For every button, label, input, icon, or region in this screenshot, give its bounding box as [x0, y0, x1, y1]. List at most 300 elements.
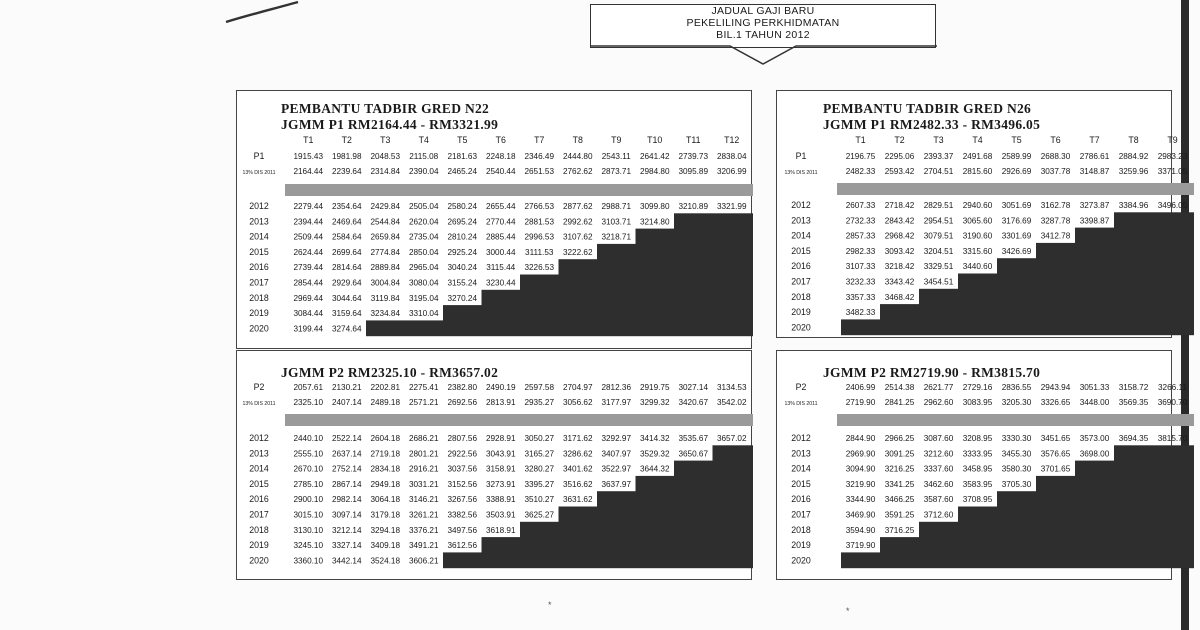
salary-cell: 3212.60 — [923, 449, 954, 459]
shaded-empty-cells — [958, 507, 1194, 523]
salary-cell: 2814.64 — [331, 263, 362, 273]
salary-cell: 2584.64 — [331, 232, 362, 242]
salary-cell: 3455.30 — [1001, 449, 1032, 459]
adjusted-salary-cell: 2984.80 — [639, 167, 670, 176]
salary-cell: 2929.64 — [331, 278, 362, 288]
base-salary-cell: 3027.14 — [678, 383, 709, 392]
salary-cell: 3330.30 — [1001, 434, 1032, 443]
shaded-empty-cells — [520, 522, 753, 538]
row-label-year: 2018 — [791, 524, 811, 535]
salary-cell: 3280.27 — [524, 464, 555, 474]
row-label-year: 2019 — [249, 540, 269, 551]
salary-cell: 2394.44 — [293, 217, 324, 227]
base-salary-cell: 2597.58 — [524, 383, 555, 392]
salary-cell: 2928.91 — [485, 434, 516, 443]
salary-cell: 3701.65 — [1040, 464, 1071, 474]
salary-cell: 3065.60 — [962, 216, 993, 226]
adjusted-salary-cell: 2704.51 — [923, 167, 954, 176]
separator-band — [837, 183, 1194, 195]
salary-cell: 3190.60 — [962, 231, 993, 241]
salary-cell: 3043.91 — [485, 449, 516, 459]
shaded-empty-cells — [482, 290, 754, 306]
adjusted-salary-cell: 3148.87 — [1079, 167, 1110, 176]
salary-cell: 3292.97 — [601, 434, 632, 443]
salary-cell: 3650.67 — [678, 449, 709, 459]
salary-cell: 3004.84 — [370, 278, 401, 288]
panel-title-range: JGMM P2 RM2325.10 - RM3657.02 — [281, 365, 499, 380]
base-salary-cell: 2406.99 — [845, 383, 876, 392]
salary-cell: 3401.62 — [562, 464, 593, 474]
adjusted-salary-cell: 2164.44 — [293, 167, 324, 176]
salary-cell: 3195.04 — [408, 293, 439, 303]
column-header: T12 — [724, 135, 740, 145]
base-salary-cell: 2490.19 — [485, 383, 516, 392]
salary-cell: 3395.27 — [524, 479, 555, 489]
header-line-3: BIL.1 TAHUN 2012 — [716, 29, 810, 41]
salary-cell: 3222.62 — [562, 247, 593, 257]
salary-cell: 2867.14 — [331, 479, 362, 489]
salary-cell: 2699.64 — [331, 247, 362, 257]
salary-cell: 2900.10 — [293, 495, 324, 505]
salary-cell: 3497.56 — [447, 525, 478, 535]
salary-cell: 3384.96 — [1118, 201, 1149, 210]
salary-cell: 2988.71 — [601, 202, 632, 211]
salary-cell: 2440.10 — [293, 434, 324, 443]
row-label-year: 2020 — [791, 322, 811, 333]
adjusted-salary-cell: 3371.05 — [1157, 167, 1188, 176]
salary-cell: 3451.65 — [1040, 434, 1071, 443]
salary-cell: 3232.33 — [845, 277, 876, 287]
adjusted-salary-cell: 2935.27 — [524, 398, 555, 407]
base-salary-cell: 2621.77 — [923, 383, 954, 392]
salary-cell: 3094.90 — [845, 464, 876, 474]
salary-cell: 2766.53 — [524, 202, 555, 211]
salary-cell: 3529.32 — [639, 449, 670, 459]
column-header: T4 — [418, 135, 429, 145]
base-salary-cell: 2641.42 — [639, 152, 670, 161]
base-salary-cell: 2202.81 — [370, 383, 401, 392]
salary-cell: 3442.14 — [331, 556, 362, 566]
salary-cell: 3573.00 — [1079, 434, 1110, 443]
shaded-empty-cells — [919, 289, 1194, 305]
salary-cell: 2982.33 — [845, 246, 876, 256]
salary-cell: 3218.71 — [601, 232, 632, 242]
salary-cell: 2719.18 — [370, 449, 401, 459]
salary-cell: 2429.84 — [370, 202, 401, 211]
row-label-year: 2015 — [791, 245, 811, 256]
salary-cell: 3321.99 — [716, 202, 747, 211]
salary-cell: 3099.80 — [639, 202, 670, 211]
column-header: T4 — [972, 135, 983, 145]
salary-cell: 3162.78 — [1040, 201, 1071, 210]
salary-cell: 3208.95 — [962, 434, 993, 443]
shaded-empty-cells — [636, 476, 754, 492]
salary-cell: 3409.18 — [370, 541, 401, 551]
row-label-year: 2015 — [791, 478, 811, 489]
adjusted-salary-cell: 2962.60 — [923, 398, 954, 407]
shaded-empty-cells — [1036, 243, 1194, 259]
salary-cell: 3376.21 — [408, 525, 439, 535]
row-label-year: 2014 — [249, 231, 269, 242]
salary-cell: 2922.56 — [447, 449, 478, 459]
column-header: T11 — [685, 135, 701, 145]
salary-cell: 3287.78 — [1040, 216, 1071, 226]
adjusted-salary-cell: 2651.53 — [524, 167, 555, 176]
salary-cell: 3398.87 — [1079, 216, 1110, 226]
column-header: T3 — [380, 135, 391, 145]
salary-cell: 2949.18 — [370, 479, 401, 489]
salary-cell: 3516.62 — [562, 479, 593, 489]
salary-cell: 3111.53 — [525, 247, 554, 257]
salary-cell: 2850.04 — [408, 247, 439, 257]
shaded-empty-cells — [482, 537, 754, 553]
shaded-empty-cells — [443, 305, 753, 321]
base-salary-cell: 2295.06 — [884, 152, 915, 161]
salary-cell: 2655.44 — [485, 202, 516, 211]
adjusted-salary-cell: 2815.60 — [962, 167, 993, 176]
shaded-empty-cells — [366, 320, 753, 336]
adjusted-salary-cell: 3206.99 — [716, 167, 747, 176]
salary-cell: 3440.60 — [962, 262, 993, 272]
row-label-year: 2017 — [791, 509, 811, 520]
pen-stroke-mark — [222, 0, 302, 26]
salary-cell: 3612.56 — [447, 541, 478, 551]
scan-speck: * — [548, 600, 552, 610]
base-salary-cell: 2048.53 — [370, 152, 401, 161]
shaded-empty-cells — [841, 552, 1194, 568]
row-label-year: 2013 — [249, 216, 269, 227]
shaded-empty-cells — [841, 319, 1194, 335]
base-salary-cell: 2248.18 — [485, 152, 516, 161]
panel-title-grade: PEMBANTU TADBIR GRED N26 — [823, 101, 1032, 116]
base-salary-cell: 2812.36 — [601, 383, 632, 392]
salary-cell: 3274.64 — [331, 324, 362, 334]
shaded-empty-cells — [713, 445, 754, 461]
row-label-adjustment: 13% DIS 2011 — [242, 401, 276, 407]
row-label-year: 2019 — [791, 540, 811, 551]
row-label-year: 2013 — [791, 215, 811, 226]
adjusted-salary-cell: 2692.56 — [447, 398, 478, 407]
shaded-empty-cells — [1075, 461, 1194, 477]
base-salary-cell: 2275.41 — [408, 383, 439, 392]
salary-cell: 3327.14 — [331, 541, 362, 551]
adjusted-salary-cell: 2325.10 — [293, 398, 324, 407]
salary-cell: 2739.44 — [293, 263, 324, 273]
salary-cell: 3625.27 — [524, 510, 555, 520]
adjusted-salary-cell: 2719.90 — [845, 398, 876, 407]
adjusted-salary-cell: 2841.25 — [884, 398, 915, 407]
header-line-1: JADUAL GAJI BARU — [711, 5, 815, 17]
salary-cell: 3382.56 — [447, 510, 478, 520]
salary-cell: 3037.56 — [447, 464, 478, 474]
row-label-year: 2018 — [249, 524, 269, 535]
column-header: T6 — [495, 135, 506, 145]
adjusted-salary-cell: 2762.62 — [562, 167, 593, 176]
shaded-empty-cells — [919, 522, 1194, 538]
salary-cell: 3245.10 — [293, 541, 324, 551]
column-header: T9 — [1167, 135, 1178, 145]
salary-cell: 3273.91 — [485, 479, 516, 489]
base-salary-cell: 2514.38 — [884, 383, 915, 392]
adjusted-salary-cell: 3095.89 — [678, 167, 709, 176]
salary-cell: 3468.42 — [884, 292, 915, 302]
salary-cell: 2965.04 — [408, 263, 439, 273]
salary-cell: 3210.89 — [678, 202, 709, 211]
base-salary-cell: 2688.30 — [1040, 152, 1071, 161]
base-salary-cell: 2739.73 — [678, 152, 709, 161]
base-salary-cell: 2393.37 — [923, 152, 954, 161]
salary-cell: 3343.42 — [884, 277, 915, 287]
row-label-year: 2015 — [249, 478, 269, 489]
salary-cell: 2659.84 — [370, 232, 401, 242]
panel-n26-p1 — [776, 90, 1188, 338]
adjusted-salary-cell: 2465.24 — [447, 167, 478, 176]
salary-cell: 3286.62 — [562, 449, 593, 459]
salary-cell: 3606.21 — [408, 556, 439, 566]
adjusted-salary-cell: 2571.21 — [408, 398, 439, 407]
salary-cell: 2807.56 — [447, 434, 478, 443]
base-salary-cell: 2444.80 — [562, 152, 593, 161]
separator-band — [837, 414, 1194, 426]
salary-cell: 2992.62 — [562, 217, 593, 227]
salary-cell: 2354.64 — [331, 202, 362, 211]
separator-band — [285, 184, 753, 196]
row-label-grade: P1 — [795, 151, 807, 161]
shaded-empty-cells — [1075, 228, 1194, 244]
adjusted-salary-cell: 3037.78 — [1040, 167, 1071, 176]
base-salary-cell: 2983.23 — [1157, 152, 1188, 161]
salary-cell: 2544.84 — [370, 217, 401, 227]
base-salary-cell: 2919.75 — [639, 383, 670, 392]
salary-cell: 3152.56 — [447, 479, 478, 489]
adjusted-salary-cell: 2390.04 — [408, 167, 439, 176]
salary-cell: 3357.33 — [845, 292, 876, 302]
row-label-year: 2015 — [249, 246, 269, 257]
column-header: T8 — [1128, 135, 1139, 145]
salary-cell: 2925.24 — [447, 247, 478, 257]
salary-cell: 3093.42 — [884, 246, 915, 256]
salary-cell: 3580.30 — [1001, 464, 1032, 474]
salary-cell: 2843.42 — [884, 216, 915, 226]
salary-cell: 3130.10 — [293, 525, 324, 535]
panel-title-range: JGMM P1 RM2164.44 - RM3321.99 — [281, 117, 499, 132]
adjusted-salary-cell: 2314.84 — [370, 167, 401, 176]
base-salary-cell: 2181.63 — [447, 152, 478, 161]
salary-cell: 3051.69 — [1001, 201, 1032, 210]
salary-cell: 3234.84 — [370, 309, 401, 319]
salary-cell: 2996.53 — [524, 232, 555, 242]
salary-cell: 3119.84 — [370, 293, 400, 303]
adjusted-salary-cell: 2407.14 — [331, 398, 362, 407]
salary-table — [237, 91, 751, 348]
base-salary-cell: 2589.99 — [1001, 152, 1032, 161]
base-salary-cell: 2196.75 — [845, 152, 876, 161]
salary-cell: 3583.95 — [962, 479, 993, 489]
adjusted-salary-cell: 3259.96 — [1118, 167, 1149, 176]
adjusted-salary-cell: 3542.02 — [716, 398, 747, 407]
column-header: T7 — [1089, 135, 1100, 145]
salary-cell: 3535.67 — [678, 434, 709, 443]
row-label-adjustment: 13% DIS 2011 — [242, 170, 276, 176]
shaded-empty-cells — [880, 537, 1194, 553]
row-label-year: 2017 — [791, 276, 811, 287]
salary-cell: 2604.18 — [370, 434, 401, 443]
row-label-year: 2017 — [249, 509, 269, 520]
salary-cell: 3524.18 — [370, 556, 401, 566]
salary-cell: 2695.24 — [447, 217, 478, 227]
salary-cell: 3040.24 — [447, 263, 478, 273]
salary-cell: 3491.21 — [408, 541, 439, 551]
base-salary-cell: 2884.92 — [1118, 152, 1149, 161]
salary-cell: 3080.04 — [408, 278, 439, 288]
salary-cell: 3708.95 — [962, 495, 993, 505]
base-salary-cell: 3158.72 — [1118, 383, 1149, 392]
salary-cell: 2854.44 — [293, 278, 324, 288]
salary-cell: 3155.24 — [447, 278, 478, 288]
salary-cell: 3329.51 — [923, 262, 954, 272]
salary-cell: 3462.60 — [923, 479, 954, 489]
salary-cell: 3426.69 — [1001, 246, 1032, 256]
shaded-empty-cells — [597, 491, 753, 507]
column-header: T5 — [457, 135, 468, 145]
salary-table — [777, 351, 1188, 579]
salary-cell: 2774.84 — [370, 247, 401, 257]
salary-cell: 3267.56 — [447, 495, 478, 505]
salary-cell: 3344.90 — [845, 495, 876, 505]
salary-cell: 2801.21 — [408, 449, 439, 459]
shaded-empty-cells — [1036, 476, 1194, 492]
base-salary-cell: 1915.43 — [293, 152, 324, 161]
adjusted-salary-cell: 2239.64 — [331, 167, 362, 176]
adjusted-salary-cell: 3569.35 — [1118, 398, 1149, 407]
base-salary-cell: 3266.11 — [1158, 383, 1187, 392]
shaded-empty-cells — [1114, 212, 1194, 228]
shaded-empty-cells — [997, 491, 1194, 507]
salary-cell: 3179.18 — [370, 510, 401, 520]
row-label-year: 2013 — [249, 448, 269, 459]
base-salary-cell: 2838.04 — [716, 152, 747, 161]
salary-cell: 2469.64 — [331, 217, 362, 227]
row-label-grade: P2 — [253, 382, 265, 392]
base-salary-cell: 2704.97 — [562, 383, 593, 392]
salary-cell: 3204.51 — [923, 246, 954, 256]
salary-cell: 2857.33 — [845, 231, 876, 241]
salary-cell: 3107.62 — [562, 232, 593, 242]
adjusted-salary-cell: 3205.30 — [1001, 398, 1032, 407]
base-salary-cell: 1981.98 — [331, 152, 362, 161]
salary-cell: 3469.90 — [845, 510, 876, 520]
column-header: T8 — [572, 135, 583, 145]
salary-cell: 3496.05 — [1157, 201, 1188, 210]
salary-cell: 3079.51 — [923, 231, 954, 241]
salary-cell: 2732.33 — [845, 216, 876, 226]
adjusted-salary-cell: 2593.42 — [884, 167, 915, 176]
adjusted-salary-cell: 3083.95 — [962, 398, 993, 407]
column-header: T1 — [303, 135, 314, 145]
adjusted-salary-cell: 3299.32 — [639, 398, 670, 407]
salary-cell: 3270.24 — [447, 293, 478, 303]
salary-cell: 2555.10 — [293, 449, 324, 459]
salary-cell: 2509.44 — [293, 232, 324, 242]
row-label-year: 2012 — [791, 200, 811, 210]
salary-cell: 2785.10 — [293, 479, 324, 489]
salary-cell: 3705.30 — [1001, 479, 1032, 489]
salary-cell: 3716.25 — [884, 525, 915, 535]
salary-cell: 3084.44 — [293, 309, 324, 319]
salary-cell: 3216.25 — [884, 464, 915, 474]
salary-cell: 3315.60 — [962, 246, 993, 256]
base-salary-cell: 2382.80 — [447, 383, 478, 392]
adjusted-salary-cell: 2482.33 — [845, 167, 876, 176]
salary-cell: 3694.35 — [1118, 434, 1149, 443]
salary-cell: 3158.91 — [485, 464, 516, 474]
salary-cell: 3146.21 — [408, 495, 439, 505]
row-label-year: 2012 — [791, 433, 811, 443]
shaded-empty-cells — [443, 552, 753, 568]
row-label-year: 2018 — [791, 291, 811, 302]
salary-cell: 3341.25 — [884, 479, 915, 489]
shaded-empty-cells — [636, 229, 754, 245]
salary-cell: 3360.10 — [293, 556, 324, 566]
column-header: T5 — [1011, 135, 1022, 145]
salary-cell: 3503.91 — [485, 510, 516, 520]
shaded-empty-cells — [958, 274, 1194, 290]
salary-cell: 3176.69 — [1001, 216, 1032, 226]
base-salary-cell: 2130.21 — [331, 383, 362, 392]
separator-band — [285, 414, 753, 426]
salary-cell: 3301.69 — [1001, 231, 1032, 241]
salary-cell: 2881.53 — [524, 217, 555, 227]
salary-table — [777, 91, 1188, 337]
salary-cell: 3657.02 — [716, 434, 747, 443]
salary-cell: 3294.18 — [370, 525, 401, 535]
base-salary-cell: 3134.53 — [716, 383, 747, 392]
row-label-year: 2016 — [791, 494, 811, 505]
salary-cell: 2966.25 — [884, 434, 915, 443]
column-header: T2 — [341, 135, 352, 145]
base-salary-cell: 2786.61 — [1079, 152, 1110, 161]
salary-cell: 3171.62 — [562, 434, 593, 443]
row-label-year: 2017 — [249, 277, 269, 288]
base-salary-cell: 2491.68 — [962, 152, 993, 161]
column-header: T2 — [894, 135, 905, 145]
salary-cell: 3510.27 — [524, 495, 555, 505]
row-label-year: 2020 — [791, 555, 811, 566]
salary-cell: 3219.90 — [845, 479, 876, 489]
row-label-year: 2016 — [249, 494, 269, 505]
salary-cell: 2982.14 — [331, 495, 362, 505]
shaded-empty-cells — [880, 304, 1194, 320]
salary-cell: 3310.04 — [408, 309, 439, 319]
salary-cell: 2885.44 — [485, 232, 516, 242]
adjusted-salary-cell: 3326.65 — [1040, 398, 1071, 407]
row-label-adjustment: 13% DIS 2011 — [784, 401, 818, 407]
shaded-empty-cells — [520, 275, 753, 291]
panel-title-grade: PEMBANTU TADBIR GRED N22 — [281, 101, 490, 116]
salary-cell: 3631.62 — [562, 495, 593, 505]
column-header: T9 — [611, 135, 622, 145]
salary-cell: 3414.32 — [639, 434, 670, 443]
panel-title-range: JGMM P2 RM2719.90 - RM3815.70 — [823, 365, 1041, 380]
salary-cell: 3337.60 — [923, 464, 954, 474]
salary-cell: 3214.80 — [639, 217, 670, 227]
column-header: T7 — [534, 135, 545, 145]
shaded-empty-cells — [674, 461, 753, 477]
row-label-year: 2020 — [249, 555, 269, 566]
salary-cell: 2968.42 — [884, 231, 915, 241]
salary-cell: 3698.00 — [1079, 449, 1110, 459]
salary-cell: 3458.95 — [962, 464, 993, 474]
